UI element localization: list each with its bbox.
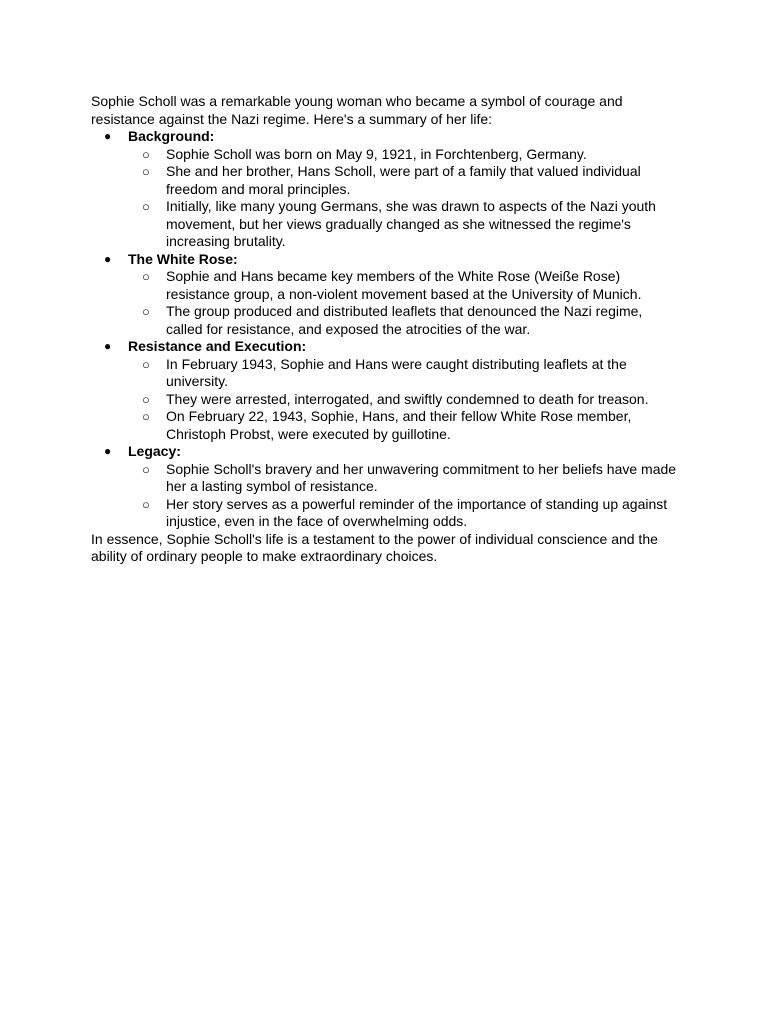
- list-item: [128, 163, 681, 198]
- list-item-text: On February 22, 1943, Sophie, Hans, and their fellow White Rose member, Christoph Probst, were executed by guillotine.: [166, 408, 632, 442]
- section-list: [91, 128, 681, 531]
- hollow-bullet-icon: ○: [142, 269, 150, 284]
- section-legacy: [91, 443, 681, 531]
- hollow-bullet-icon: ○: [142, 496, 150, 512]
- list-item-text: Initially, like many young Germans, she was drawn to aspects of the Nazi youth movement, but her views gradually changed as she witnessed the regime's increasing brutality.: [166, 198, 656, 249]
- hollow-bullet-icon: ○: [142, 304, 150, 319]
- section-heading: Resistance and Execution:: [128, 338, 307, 354]
- section-heading: Background:: [128, 128, 215, 144]
- subitem-list: [128, 268, 681, 338]
- list-item-text: Her story serves as a powerful reminder of the importance of standing up against injustice, even in the face of overwhelming odds.: [166, 495, 668, 529]
- hollow-bullet-icon: ○: [142, 199, 150, 214]
- section-white-rose: [91, 251, 681, 339]
- section-resistance-execution: [91, 338, 681, 443]
- subitem-list: [128, 146, 681, 251]
- hollow-bullet-icon: ○: [142, 461, 150, 477]
- bullet-icon: ●: [104, 444, 112, 458]
- list-item: [128, 461, 681, 496]
- list-item: [128, 356, 681, 391]
- list-item-text: They were arrested, interrogated, and swiftly condemned to death for treason.: [166, 390, 649, 407]
- bullet-icon: ●: [104, 251, 112, 266]
- list-item-text: Sophie Scholl was born on May 9, 1921, in Forchtenberg, Germany.: [166, 145, 587, 162]
- list-item: [128, 496, 681, 531]
- section-heading: Legacy:: [128, 443, 181, 459]
- bullet-icon: ●: [104, 129, 112, 143]
- list-item-text: In February 1943, Sophie and Hans were caught distributing leaflets at the university.: [166, 355, 627, 389]
- hollow-bullet-icon: ○: [142, 391, 150, 407]
- list-item: [128, 146, 681, 164]
- section-heading: The White Rose:: [128, 250, 238, 267]
- hollow-bullet-icon: ○: [142, 146, 150, 162]
- subitem-list: [128, 461, 681, 531]
- section-background: [91, 128, 681, 251]
- list-item: [128, 408, 681, 443]
- conclusion-paragraph: In essence, Sophie Scholl's life is a testament to the power of individual conscience and the ability of ordinary people to make extraordinary choices.: [91, 530, 658, 564]
- list-item-text: The group produced and distributed leaflets that denounced the Nazi regime, called for resistance, and exposed the atrocities of the war.: [166, 303, 643, 337]
- list-item: [128, 391, 681, 409]
- list-item: [128, 303, 681, 338]
- hollow-bullet-icon: ○: [142, 409, 150, 424]
- intro-paragraph: Sophie Scholl was a remarkable young woman who became a symbol of courage and resistance against the Nazi regime. Here's a summary of her life:: [91, 93, 623, 127]
- hollow-bullet-icon: ○: [142, 164, 150, 179]
- list-item-text: Sophie Scholl's bravery and her unwavering commitment to her beliefs have made her a lasting symbol of resistance.: [166, 460, 677, 494]
- list-item: [128, 198, 681, 251]
- list-item: [128, 268, 681, 303]
- list-item-text: Sophie and Hans became key members of the White Rose (Weiße Rose) resistance group, a non-violent movement based at the University of Munich.: [166, 268, 642, 302]
- list-item-text: She and her brother, Hans Scholl, were part of a family that valued individual freedom and moral principles.: [166, 163, 641, 197]
- bullet-icon: ●: [104, 339, 112, 353]
- document-body: [91, 93, 681, 566]
- hollow-bullet-icon: ○: [142, 356, 150, 372]
- subitem-list: [128, 356, 681, 444]
